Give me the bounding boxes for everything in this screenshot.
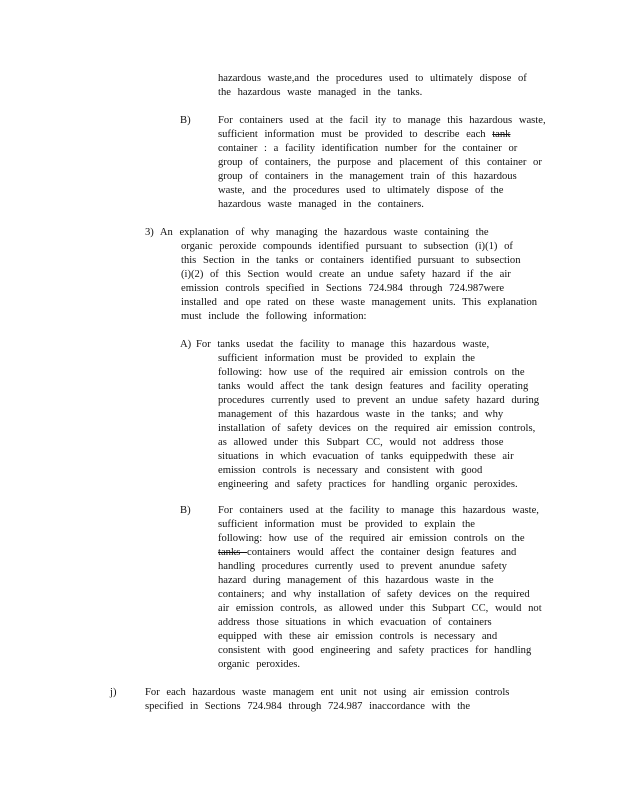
text-line: sufficient information must be provided to explain the [218,519,475,530]
text-line: air emission controls, as allowed under this Subpart CC, would not [218,603,542,614]
text-line: group of containers in the management train of this hazardous [218,171,517,182]
text-line: organic peroxide compounds identified pursuant to subsection (i)(1) of [181,241,513,252]
text-line: organic peroxides. [218,659,301,670]
text-line: hazard during management of this hazardous waste in the [218,575,494,586]
struck-text: tanks [218,547,248,558]
text-line: installed and ope rated on these waste management units. This explanation [181,297,538,308]
text-line: equipped with these air emission controls is necessary and [218,631,498,642]
text-line: tanks would affect the tank design features and facility operating [218,381,529,392]
text-line: as allowed under this Subpart CC, would not address those [218,437,504,448]
text-line: For each hazardous waste managem ent unit not using air emission controls [145,687,510,698]
text-line: handling procedures currently used to prevent anundue safety [218,561,507,572]
text-line: hazardous waste managed in the containers. [218,199,424,210]
text-line: engineering and safety practices for handling organic peroxides. [218,479,518,490]
text-line: group of containers, the purpose and placement of this container or [218,157,542,168]
text-line: For tanks usedat the facility to manage this hazardous waste, [196,339,490,350]
text-line: emission controls specified in Sections 724.984 through 724.987were [181,283,505,294]
text-line: hazardous waste,and the procedures used to ultimately dispose of [218,73,527,84]
text-line: situations in which evacuation of tanks equippedwith these air [218,451,514,462]
text-line: following: how use of the required air emission controls on the [218,367,525,378]
list-marker: B) [180,115,191,126]
text-line: For containers used at the facil ity to manage this hazardous waste, [218,115,546,126]
text-line [218,128,510,142]
text-line: this Section in the tanks or containers identified pursuant to subsection [181,255,521,266]
text-line: (i)(2) of this Section would create an undue safety hazard if the air [181,269,511,280]
text-line: address those situations in which evacuation of containers [218,617,492,628]
list-marker: j) [110,687,117,698]
text-line: following: how use of the required air emission controls on the [218,533,525,544]
struck-text: tank [492,129,511,140]
text-line: must include the following information: [181,311,367,322]
text-line: consistent with good engineering and safety practices for handling [218,645,532,656]
text-line: containers; and why installation of safety devices on the required [218,589,530,600]
text-line: specified in Sections 724.984 through 724.987 inaccordance with the [145,701,471,712]
text-line: management of this hazardous waste in the tanks; and why [218,409,504,420]
text-line: container : a facility identification number for the container or [218,143,518,154]
list-marker: B) [180,505,191,516]
text-line: installation of safety devices on the required air emission controls, [218,423,536,434]
text-line: waste, and the procedures used to ultimately dispose of the [218,185,504,196]
text-line: procedures currently used to prevent an undue safety hazard during [218,395,540,406]
text-line [218,546,516,560]
text-line: the hazardous waste managed in the tanks. [218,87,423,98]
text-line: For containers used at the facility to manage this hazardous waste, [218,505,539,516]
text-segment: containers would affect the container design features and [247,547,517,558]
text-line: 3) An explanation of why managing the hazardous waste containing the [145,227,489,238]
text-segment: sufficient information must be provided to describe each [218,129,493,140]
text-line: sufficient information must be provided to explain the [218,353,475,364]
text-line: emission controls is necessary and consistent with good [218,465,483,476]
list-marker: A) [180,339,192,350]
